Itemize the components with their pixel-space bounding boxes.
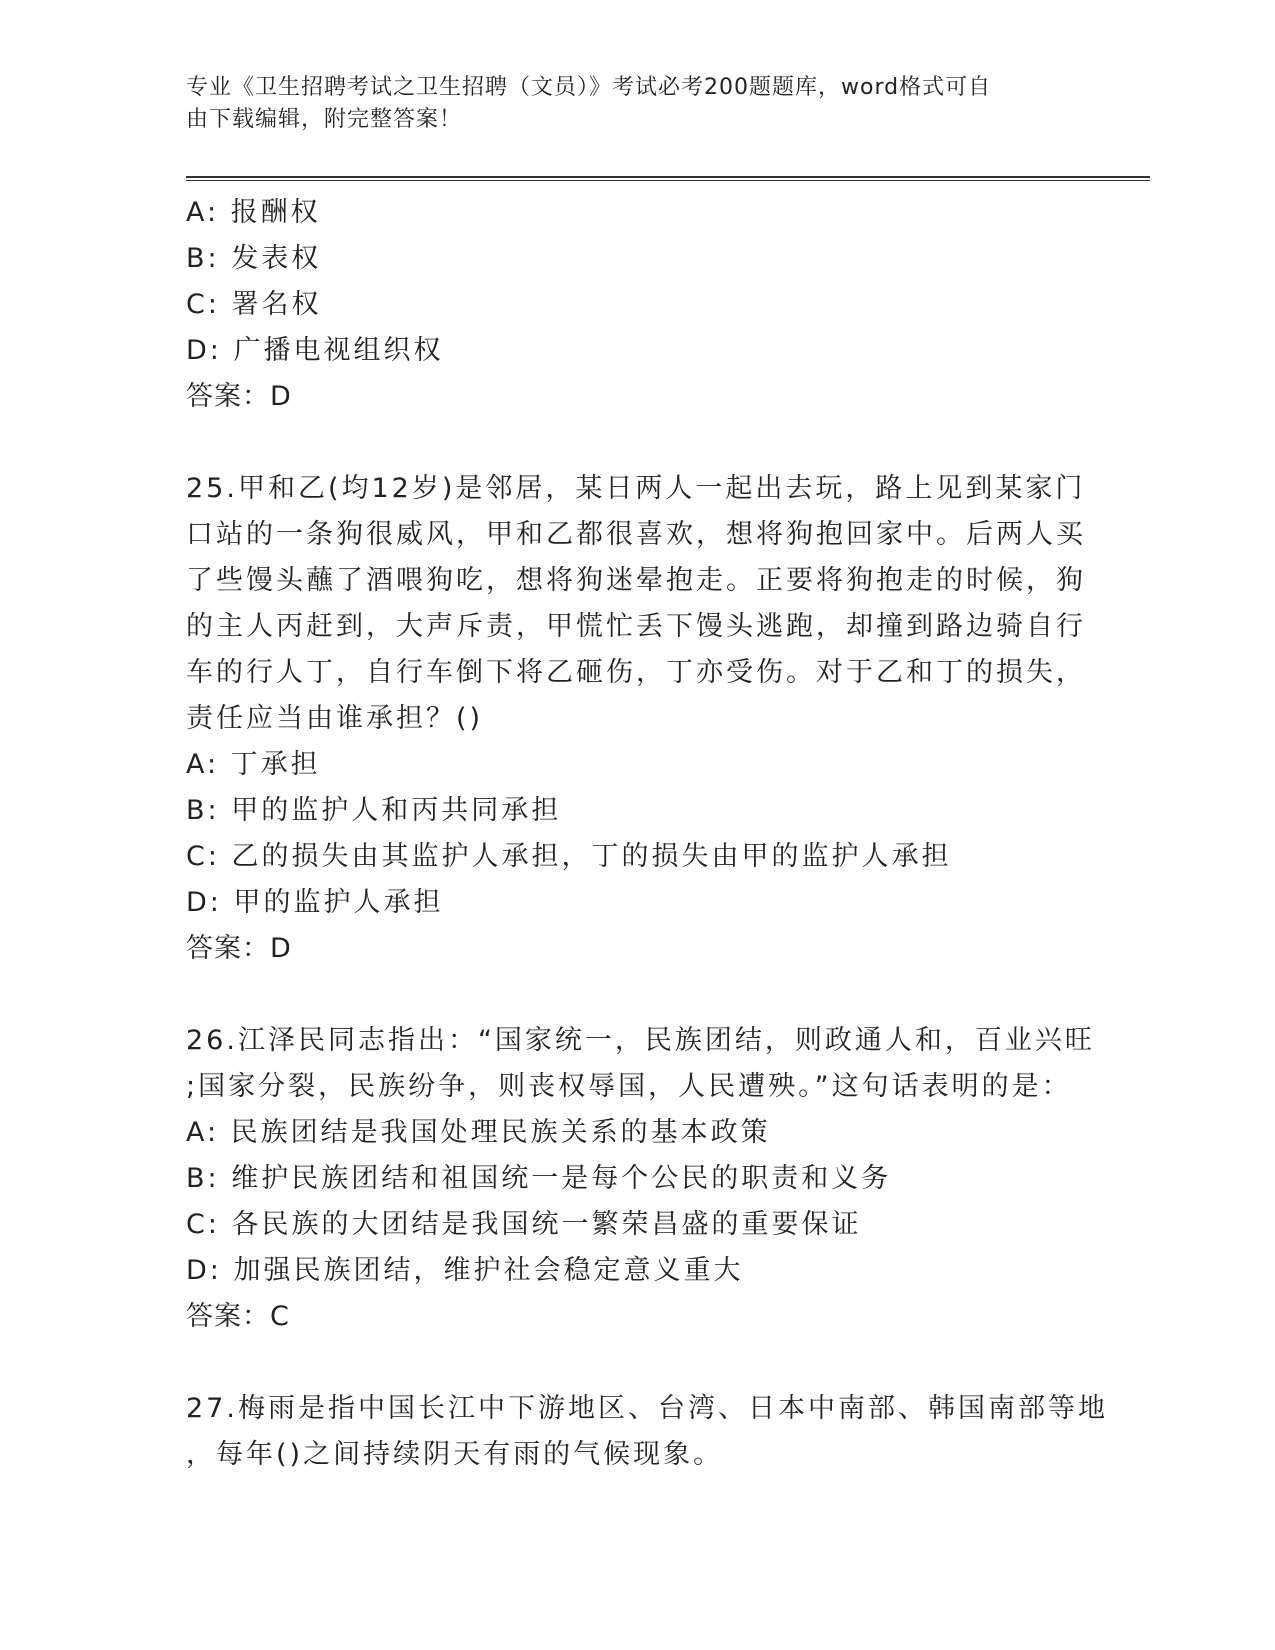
question-text-line: 26.江泽民同志指出：“国家统一，民族团结，则政通人和，百业兴旺 [186, 1025, 1095, 1056]
question-text-line: 27.梅雨是指中国长江中下游地区、台湾、日本中南部、韩国南部等地 [186, 1393, 1108, 1424]
option-c: C: 署名权 [186, 289, 322, 320]
question-text-line: ，每年()之间持续阴天有雨的气候现象。 [186, 1439, 724, 1470]
question-27 [186, 1386, 1108, 1478]
option-b: B: 维护民族团结和祖国统一是每个公民的职责和义务 [186, 1163, 892, 1194]
question-text-line: 口站的一条狗很威风，甲和乙都很喜欢，想将狗抱回家中。后两人买 [186, 519, 1086, 550]
answer-line: 答案：C [186, 1301, 290, 1332]
question-text-line: 的主人丙赶到，大声斥责，甲慌忙丢下馒头逃跑，却撞到路边骑自行 [186, 611, 1086, 642]
question-text-line: 25.甲和乙(均12岁)是邻居，某日两人一起出去玩，路上见到某家门 [186, 473, 1086, 504]
option-d: D: 广播电视组织权 [186, 335, 444, 366]
spacer [186, 972, 1086, 1018]
question-text-line: 了些馒头蘸了酒喂狗吃，想将狗迷晕抱走。正要将狗抱走的时候，狗 [186, 565, 1086, 596]
question-content [186, 190, 1108, 1478]
option-a: A: 丁承担 [186, 749, 321, 780]
question-24-tail [186, 190, 1086, 420]
header-divider [186, 176, 1150, 181]
option-b: B: 发表权 [186, 243, 322, 274]
page-header [186, 72, 1086, 136]
answer-line: 答案：D [186, 933, 292, 964]
spacer [186, 420, 1086, 466]
option-d: D: 加强民族团结，维护社会稳定意义重大 [186, 1255, 744, 1286]
question-text-line: 责任应当由谁承担？() [186, 703, 484, 734]
option-b: B: 甲的监护人和丙共同承担 [186, 795, 562, 826]
question-26 [186, 1018, 1095, 1340]
spacer [186, 1340, 1086, 1386]
header-line-2: 由下载编辑，附完整答案！ [186, 107, 463, 132]
option-c: C: 各民族的大团结是我国统一繁荣昌盛的重要保证 [186, 1209, 862, 1240]
option-a: A: 民族团结是我国处理民族关系的基本政策 [186, 1117, 771, 1148]
question-text-line: ;国家分裂，民族纷争，则丧权辱国，人民遭殃。”这句话表明的是： [186, 1071, 1072, 1102]
question-25 [186, 466, 1086, 972]
answer-line: 答案：D [186, 381, 292, 412]
header-line-1: 专业《卫生招聘考试之卫生招聘（文员）》考试必考200题题库，word格式可自 [186, 75, 992, 100]
option-a: A: 报酬权 [186, 197, 321, 228]
option-d: D: 甲的监护人承担 [186, 887, 444, 918]
option-c: C: 乙的损失由其监护人承担，丁的损失由甲的监护人承担 [186, 841, 952, 872]
question-text-line: 车的行人丁，自行车倒下将乙砸伤，丁亦受伤。对于乙和丁的损失， [186, 657, 1086, 688]
